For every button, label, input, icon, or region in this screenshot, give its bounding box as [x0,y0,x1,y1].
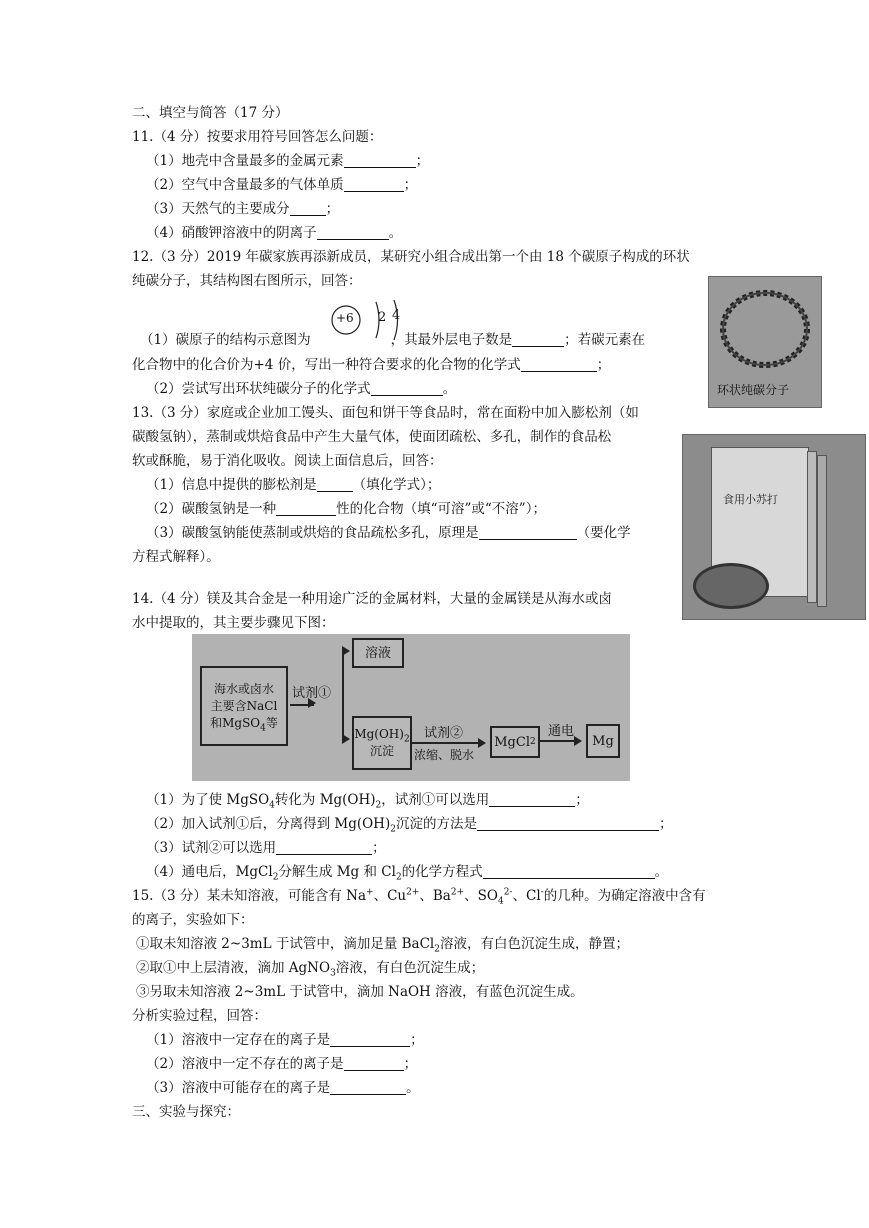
q11-item-4: （4）硝酸钾溶液中的阴离子 。 [146,225,403,241]
q13-stem-1: 13.（3 分）家庭或企业加工馒头、面包和饼干等食品时，常在面粉中加入膨松剂（如 [132,405,639,421]
magnesium-extraction-flowchart [192,634,630,781]
q15-answer-2: （2）溶液中一定不存在的离子是 ； [146,1056,418,1072]
answer-blank[interactable] [344,177,404,192]
answer-blank[interactable] [344,153,416,168]
section-title: 三、实验与探究： [132,1104,240,1120]
q15-experiment-2: ②取①中上层清液，滴加 AgNO$_3$溶液，有白色沉淀生成； [136,960,485,979]
image-caption: 环状纯碳分子 [717,383,790,397]
section-title: 二、填空与简答（17 分） [132,105,289,121]
reagent-2-conditions: 浓缩、脱水 [414,748,475,762]
q13-stem-3: 软或酥脆，易于消化吸收。阅读上面信息后，回答： [132,453,443,469]
q14-part-3: （3）试剂②可以选用 ； [146,840,386,856]
reagent-1-label: 试剂① [292,686,332,701]
answer-blank[interactable] [344,1056,404,1071]
answer-blank[interactable] [479,525,577,540]
ring-carbon-molecule-image [708,276,822,408]
q13-stem-2: 碳酸氢钠），蒸制或烘焙食品中产生大量气体，使面团疏松、多孔，制作的食品松 [132,429,612,445]
q12-stem-2: 纯碳分子，其结构图右图所示，回答： [132,273,362,289]
q13-part-3: （3）碳酸氢钠能使蒸制或烘焙的食品疏松多孔，原理是 （要化学 [146,525,631,541]
atom-shell-2: 4 [392,308,401,323]
reagent-2-label: 试剂② [424,726,464,741]
q15-answer-1: （1）溶液中一定存在的离子是 ； [146,1032,424,1048]
answer-blank[interactable] [483,864,655,879]
q15-analysis: 分析实验过程，回答： [132,1008,267,1024]
q14-stem-1: 14.（4 分）镁及其合金是一种用途广泛的金属材料，大量的金属镁是从海水或卤 [132,591,612,607]
q11-item-2: （2）空气中含量最多的气体单质 ； [146,177,418,193]
q12-part-1: （1）碳原子的结构示意图为 ，其最外层电子数是 ；若碳元素在 [140,332,646,348]
q13-part-3-cont: 方程式解释）。 [132,549,220,565]
answer-blank[interactable] [330,1032,410,1047]
q13-part-2: （2）碳酸氢钠是一种 性的化合物（填“可溶”或“不溶”）； [146,501,546,517]
flow-mg-box: Mg [586,724,620,758]
q14-part-1: （1）为了使 MgSO$_4$转化为 $Mg(OH)_2$，试剂①可以选用 ； [146,792,589,811]
q12-stem-1: 12.（3 分）2019 年碳家族再添新成员，某研究小组合成出第一个由 18 个碳原子构成的环状 [132,249,690,265]
answer-blank[interactable] [330,1080,406,1095]
flow-source-box: 海水或卤水 主要含NaCl 和MgSO$_4$等 [200,666,288,746]
atom-nucleus: +6 [336,311,354,325]
q11-item-3: （3）天然气的主要成分 ； [146,201,340,217]
atom-shell-1: 2 [378,310,387,325]
answer-blank[interactable] [489,792,575,807]
answer-blank[interactable] [317,225,389,240]
package-label: 食用小苏打 [723,493,778,506]
q11-item-1: （1）地壳中含量最多的金属元素 ； [146,153,430,169]
answer-blank[interactable] [477,816,659,831]
flow-precipitate-box: $Mg(OH)_2$ 沉淀 [352,716,412,770]
q15-experiment-1: ①取未知溶液 2~3mL 于试管中，滴加足量 BaCl$_2$溶液，有白色沉淀生成，静置； [136,936,629,955]
q15-stem-2: 的离子，实验如下： [132,912,254,928]
flow-mgcl2-box: MgCl 2 [490,726,540,758]
answer-blank[interactable] [276,501,336,516]
q14-part-4: （4）通电后，MgCl$_2$分解生成 Mg 和 $Cl_2$的化学方程式 。 [146,864,669,883]
flow-solution-box: 溶液 [352,638,404,668]
answer-blank[interactable] [521,357,597,372]
answer-blank[interactable] [317,477,353,492]
q14-stem-2: 水中提取的，其主要步骤见下图： [132,615,335,631]
q15-answer-3: （3）溶液中可能存在的离子是 。 [146,1080,420,1096]
q15-experiment-3: ③另取未知溶液 2~3mL 于试管中，滴加 NaOH 溶液，有蓝色沉淀生成。 [136,984,584,1000]
electrolysis-label: 通电 [548,724,575,739]
q13-part-1: （1）信息中提供的膨松剂是 （填化学式）； [146,477,441,493]
baking-soda-package-image [682,434,866,620]
q11-stem: 11.（4 分）按要求用符号回答怎么问题： [132,129,383,145]
answer-blank[interactable] [371,381,443,396]
q15-stem-1: 15.（3 分）某未知溶液，可能含有 Na+、$Cu^{2+}$、$Ba^{2+}$、$SO_4^{2-}$、Cl-的几种。为确定溶液中含有 [132,887,706,907]
q12-part-1-cont: 化合物中的化合价为+4 价，写出一种符合要求的化合物的化学式 ； [132,357,611,373]
answer-blank[interactable] [512,332,564,347]
answer-blank[interactable] [290,201,326,216]
answer-blank[interactable] [276,840,372,855]
q12-part-2: （2）尝试写出环状纯碳分子的化学式 。 [146,381,457,397]
q14-part-2: （2）加入试剂①后，分离得到 $Mg(OH)_2$沉淀的方法是 ； [146,816,673,835]
